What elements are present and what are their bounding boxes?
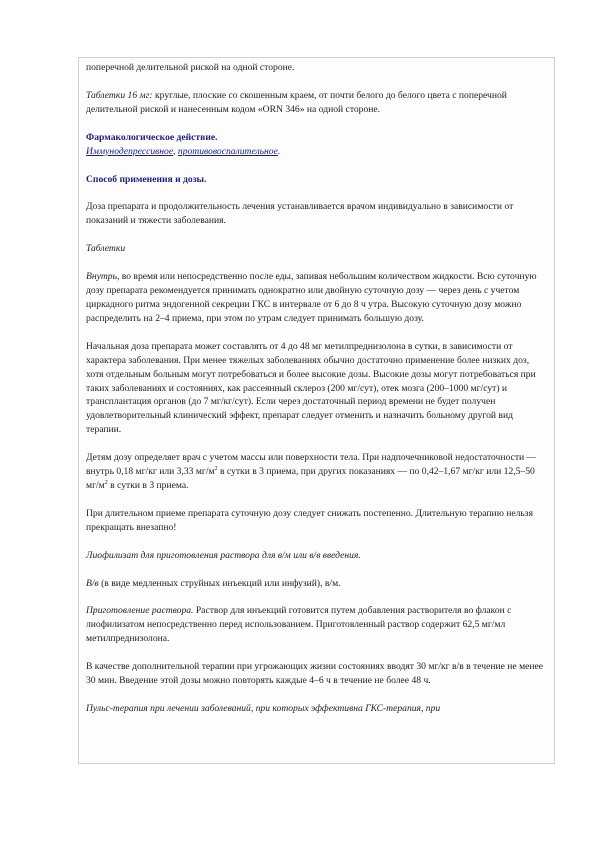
anti-inflammatory-link[interactable]: противовоспалительное bbox=[177, 145, 278, 157]
paragraph-dose-intro: Доза препарата и продолжительность лечения устанавливается врачом индивидуально в зависимости от показаний и тяжести заболевания. bbox=[86, 201, 514, 227]
paragraph-pulse-therapy: Пульс-терапия при лечении заболеваний, при которых эффективна ГКС-терапия, при bbox=[86, 703, 441, 714]
tablets-16mg-label: Таблетки 16 мг: bbox=[86, 89, 153, 101]
children-text-b: в сутки в 3 приема, при других показаниях — по 0,42–1,67 мг/кг или 12,5–50 мг/м bbox=[86, 466, 535, 491]
children-sup-2: 2 bbox=[104, 479, 108, 486]
paragraph-initial-dose: Начальная доза препарата может составлять от 4 до 48 мг метилпреднизолона в сутки, в зависимости от характера заболевания. При менее тяжелых заболеваниях обычно достаточно применение более низких доз, хотя отдельным больным могут потребоваться и более высокие дозы. Высокие дозы могут потребоваться при таких заболеваниях и состояниях, как рассеянный склероз (200 мг/сут), отек мозга (200–1000 мг/сут) и трансплантация органов (до 7 мг/кг/сут). Если через достаточный период времени не будет получен удовлетворительный клинический эффект, препарат следует отменить и назначить больному другой вид терапии. bbox=[86, 340, 536, 436]
pharmacological-action-heading: Фармакологическое действие. bbox=[86, 131, 218, 143]
route-label: В/в bbox=[86, 577, 99, 589]
paragraph-long-term: При длительном приеме препарата суточную дозу следует снижать постепенно. Длительную терапию нельзя прекращать внезапно! bbox=[86, 507, 534, 533]
oral-label: Внутрь, bbox=[86, 271, 120, 283]
lyophilizate-subheading: Лиофилизат для приготовления раствора для в/м или в/в введения. bbox=[86, 549, 361, 561]
pharmacological-action-section bbox=[86, 131, 548, 159]
paragraph-route bbox=[86, 577, 548, 591]
paragraph-tablets-4mg-tail: поперечной делительной риской на одной стороне. bbox=[86, 62, 295, 73]
tablets-subheading: Таблетки bbox=[86, 243, 126, 255]
children-text-a: Детям дозу определяет врач с учетом массы или поверхности тела. При надпочечниковой недостаточности — внутрь 0,18 мг/кг или 3,33 мг/м bbox=[86, 452, 537, 478]
solution-prep-text: Раствор для инъекций готовится путем добавления растворителя во флакон с лиофилизатом непосредственно перед использованием. Приготовленный раствор содержит 62,5 мг/мл метилпреднизолона. bbox=[86, 605, 512, 645]
solution-prep-label: Приготовление раствора. bbox=[86, 605, 194, 617]
paragraph-adjunct-therapy: В качестве дополнительной терапии при угрожающих жизни состояниях вводят 30 мг/кг в/в в течение не менее 30 мин. Введение этой дозы можно повторять каждые 4–6 ч в течение не более 48 ч. bbox=[86, 661, 544, 687]
children-text-c: в сутки в 3 приема. bbox=[107, 479, 189, 491]
document-body bbox=[86, 61, 548, 730]
document-page bbox=[78, 57, 555, 764]
paragraph-oral bbox=[86, 270, 548, 326]
pharm-separator: , bbox=[173, 145, 178, 157]
paragraph-solution-prep bbox=[86, 604, 548, 646]
children-sup-1: 2 bbox=[214, 466, 218, 473]
immunosuppressive-link[interactable]: Иммунодепрессивное bbox=[86, 145, 174, 157]
dosage-heading: Способ применения и дозы. bbox=[86, 173, 207, 185]
paragraph-tablets-16mg bbox=[86, 89, 548, 117]
tablets-16mg-description: круглые, плоские со скошенным краем, от почти белого до белого цвета с поперечной делительной риской и нанесенным кодом «ORN 346» на одной стороне. bbox=[86, 89, 507, 115]
pharm-end: . bbox=[277, 145, 281, 157]
oral-text: во время или непосредственно после еды, запивая небольшим количеством жидкости. Всю суточную дозу препарата рекомендуется принимать однократно или двойную суточную дозу — через день с учетом циркадного ритма эндогенной секреции ГКС в интервале от 6 до 8 ч утра. Высокую суточную дозу можно распределить на 2–4 приема, при этом по утрам следует принимать большую дозу. bbox=[86, 271, 537, 324]
route-text: (в виде медленных струйных инъекций или инфузий), в/м. bbox=[98, 577, 341, 589]
paragraph-children bbox=[86, 451, 548, 493]
